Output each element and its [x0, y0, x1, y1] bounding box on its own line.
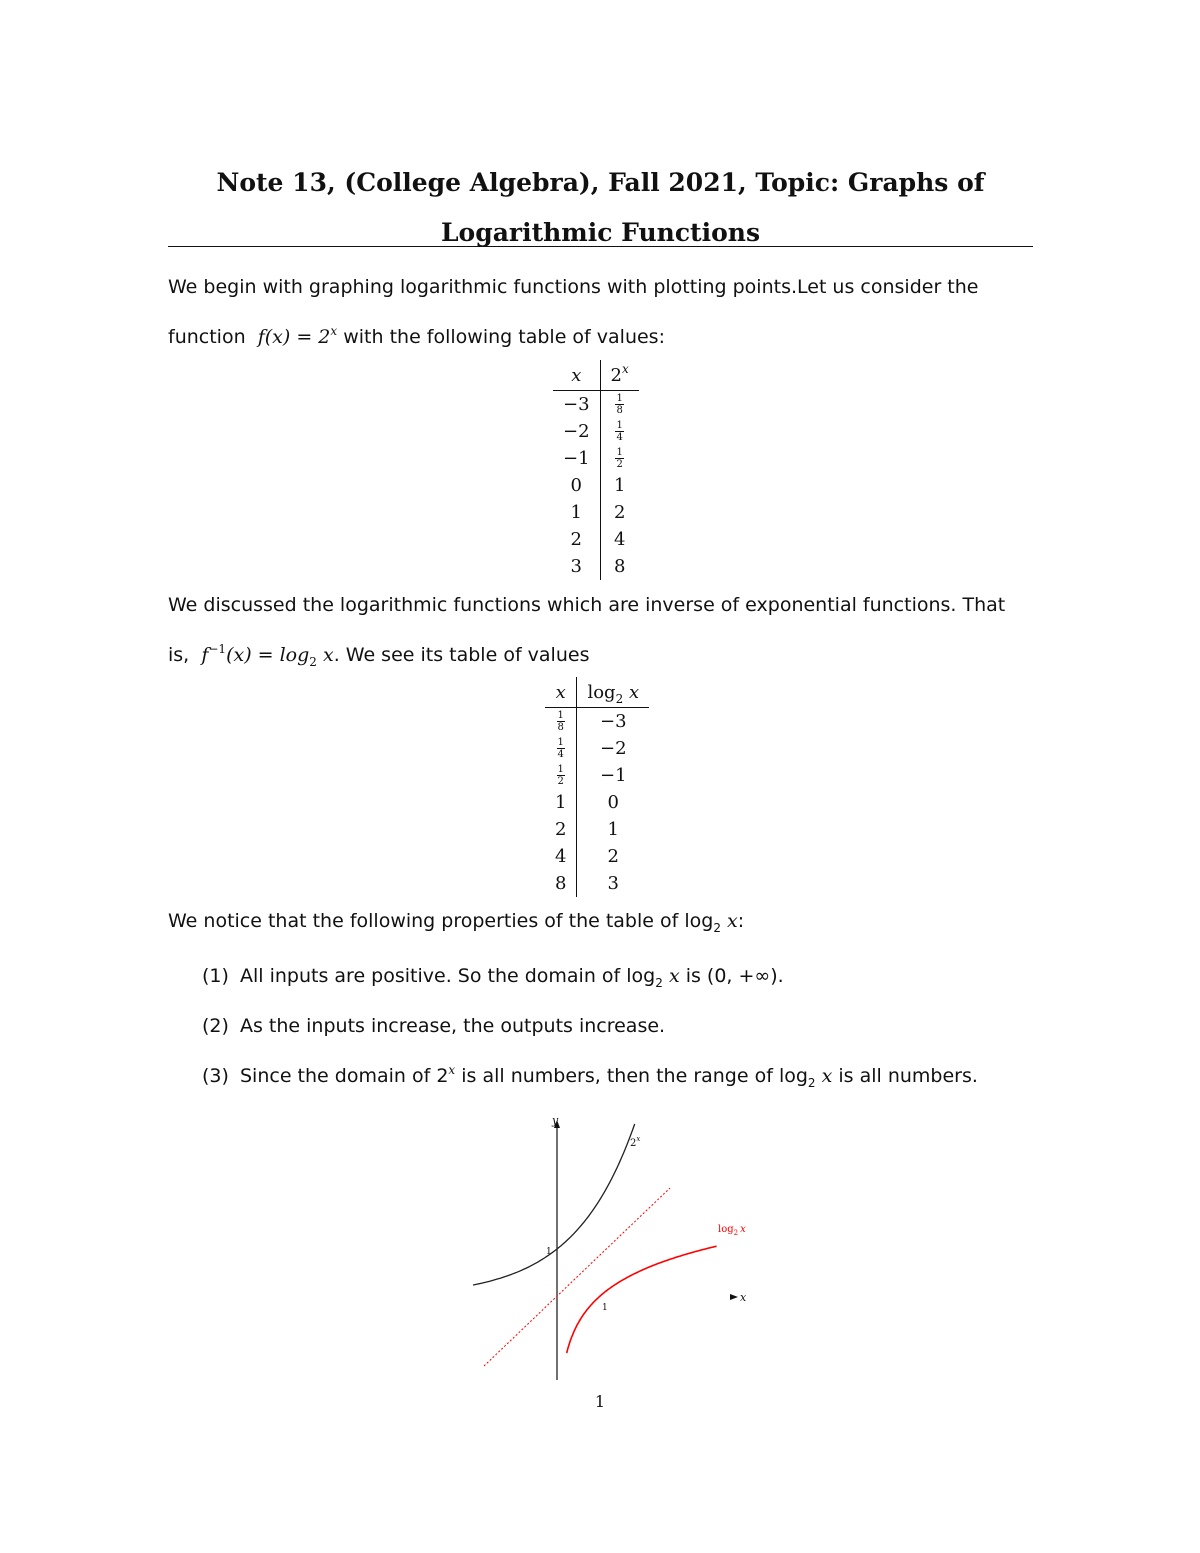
intro-paragraph: [168, 262, 1038, 362]
function-graph: [460, 1108, 780, 1393]
x-axis-label: x: [740, 1291, 747, 1304]
table-row: [545, 762, 649, 789]
title-rule: [168, 246, 1033, 247]
intro-line-1: We begin with graphing logarithmic functions with plotting points.Let us consider the: [168, 276, 979, 298]
cell-x: [545, 708, 577, 736]
identity-line-y-equals-x: [484, 1188, 670, 1366]
discussion-line-2: is, $f^{-1}(x) = \log_2 x$. We see its table of values: [168, 642, 590, 669]
cell-x: −3: [553, 391, 600, 419]
title-line-2: Logarithmic Functions: [440, 218, 761, 247]
cell-y: −3: [600, 711, 627, 732]
table-row: [553, 526, 639, 553]
cell-x: 2: [545, 816, 577, 843]
log-values-table: [545, 677, 649, 897]
discussion-paragraph: [168, 580, 1038, 680]
cell-y: 1: [607, 819, 619, 840]
table-row: [545, 843, 649, 870]
page-title: [168, 158, 1033, 258]
fraction: $\frac{1}{2}$: [616, 447, 623, 470]
table-row: [545, 735, 649, 762]
fraction: $\frac{1}{8}$: [616, 393, 623, 416]
cell-x: 3: [553, 553, 600, 580]
property-item-1: (1) All inputs are positive. So the domain of $\log_2 x$ is (0, +∞).: [202, 965, 784, 990]
cell-y: 2: [607, 846, 619, 867]
property-item-2: (2) As the inputs increase, the outputs increase.: [202, 1015, 666, 1037]
exp-values-table: [553, 360, 639, 580]
table-row: [545, 816, 649, 843]
cell-y: 2: [613, 502, 626, 523]
table-row: [553, 445, 639, 472]
cell-y: [600, 445, 639, 472]
cell-y: 3: [607, 873, 619, 894]
intro-line-2: function $f(x) = 2^x$ with the following table of values:: [168, 324, 665, 348]
table-row: [545, 789, 649, 816]
properties-intro: We notice that the following properties of the table of $\log_2 x$:: [168, 910, 745, 935]
fraction: $\frac{1}{4}$: [557, 737, 564, 760]
table-row: [545, 708, 649, 736]
cell-y: −2: [600, 738, 627, 759]
x-axis-arrow: [730, 1294, 738, 1300]
cell-y: [600, 418, 639, 445]
cell-x: 8: [545, 870, 577, 897]
cell-y: 0: [607, 792, 619, 813]
cell-y: 8: [613, 556, 626, 577]
fraction: $\frac{1}{2}$: [557, 764, 564, 787]
cell-y: −1: [600, 765, 627, 786]
cell-y: [600, 391, 639, 419]
table-row: [553, 553, 639, 580]
table-row: [553, 499, 639, 526]
log-curve: [567, 1246, 717, 1353]
cell-y: 4: [613, 529, 626, 550]
table2-header-x: x: [545, 677, 577, 708]
property-item-3: (3) Since the domain of 2$^x$ is all numbers, then the range of $\log_2 x$ is all numbers.: [202, 1063, 978, 1090]
table1-header-y: 2$^x$: [600, 360, 639, 391]
log-curve-label: $\log_2 x$: [718, 1224, 746, 1237]
cell-x: 2: [553, 526, 600, 553]
table-row: [545, 870, 649, 897]
table1-header-x: x: [553, 360, 600, 391]
x-intercept-label: 1: [602, 1303, 608, 1313]
table-row: [553, 418, 639, 445]
cell-x: 1: [545, 789, 577, 816]
fraction: $\frac{1}{8}$: [557, 710, 564, 733]
y-axis-label: y: [552, 1114, 559, 1127]
table2-header-y: $\log_2 x$: [577, 677, 649, 708]
cell-x: [545, 735, 577, 762]
y-intercept-label: 1: [546, 1247, 552, 1257]
exp-curve-label: 2$^x$: [630, 1135, 641, 1149]
cell-y: 1: [613, 475, 626, 496]
table-row: [553, 391, 639, 419]
cell-x: −2: [553, 418, 600, 445]
cell-x: 4: [545, 843, 577, 870]
exp-curve: [473, 1124, 635, 1285]
fraction: $\frac{1}{4}$: [616, 420, 623, 443]
page-number: 1: [594, 1392, 606, 1411]
title-line-1: Note 13, (College Algebra), Fall 2021, Topic: Graphs of: [216, 168, 985, 197]
cell-x: 0: [553, 472, 600, 499]
cell-x: 1: [553, 499, 600, 526]
cell-x: −1: [553, 445, 600, 472]
discussion-line-1: We discussed the logarithmic functions which are inverse of exponential functions. That: [168, 594, 1006, 616]
table-row: [553, 472, 639, 499]
cell-x: [545, 762, 577, 789]
